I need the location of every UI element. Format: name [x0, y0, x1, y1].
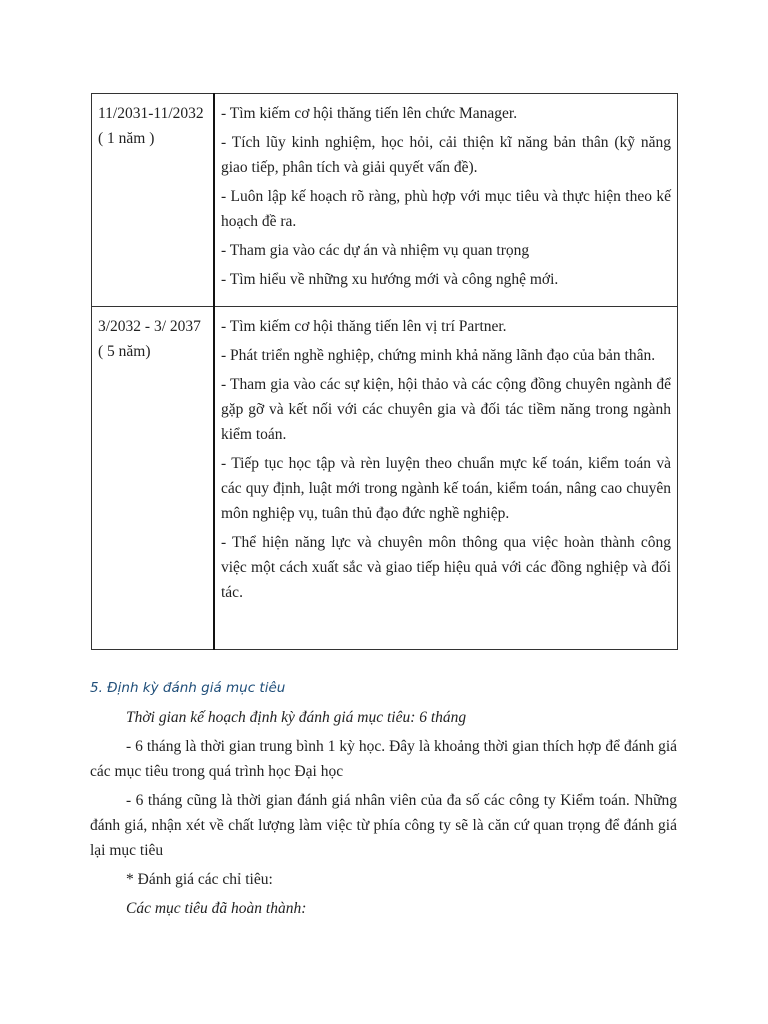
goals-cell	[214, 94, 678, 307]
review-period-statement: Thời gian kế hoạch định kỳ đánh giá mục tiêu: 6 tháng	[126, 709, 467, 726]
criteria-heading: * Đánh giá các chỉ tiêu:	[126, 871, 273, 888]
paragraph: - 6 tháng cũng là thời gian đánh giá nhân viên của đa số các công ty Kiểm toán. Những đánh giá, nhận xét về chất lượng làm việc từ phía công ty sẽ là căn cứ quan trọng để đánh giá lại mục tiêu	[90, 792, 677, 859]
period-cell: 3/2032 - 3/ 2037 ( 5 năm)	[92, 307, 215, 650]
goal-item: - Tham gia vào các sự kiện, hội thảo và các cộng đồng chuyên ngành để gặp gỡ và kết nối với các chuyên gia và đối tác tiềm năng trong ngành kiểm toán.	[221, 376, 671, 443]
period-cell: 11/2031-11/2032 ( 1 năm )	[92, 94, 215, 307]
section-body	[90, 705, 677, 925]
goals-cell	[214, 307, 678, 650]
career-plan-table	[91, 93, 678, 650]
completed-goals-heading: Các mục tiêu đã hoàn thành:	[126, 900, 307, 917]
paragraph: - 6 tháng là thời gian trung bình 1 kỳ học. Đây là khoảng thời gian thích hợp để đánh giá các mục tiêu trong quá trình học Đại học	[90, 738, 677, 780]
goal-item: - Tích lũy kinh nghiệm, học hỏi, cải thiện kĩ năng bản thân (kỹ năng giao tiếp, phân tích và giải quyết vấn đề).	[221, 134, 671, 176]
goal-item: - Tiếp tục học tập và rèn luyện theo chuẩn mực kế toán, kiểm toán và các quy định, luật mới trong ngành kế toán, kiểm toán, nâng cao chuyên môn nghiệp vụ, tuân thủ đạo đức nghề nghiệp.	[221, 455, 671, 522]
section-heading: 5. Định kỳ đánh giá mục tiêu	[90, 680, 286, 696]
goal-item: - Tham gia vào các dự án và nhiệm vụ quan trọng	[221, 242, 530, 259]
goal-item: - Tìm hiểu về những xu hướng mới và công nghệ mới.	[221, 271, 559, 288]
goal-item: - Phát triển nghề nghiệp, chứng minh khả năng lãnh đạo của bản thân.	[221, 347, 656, 364]
goal-item: - Luôn lập kế hoạch rõ ràng, phù hợp với mục tiêu và thực hiện theo kế hoạch đề ra.	[221, 188, 671, 230]
goal-item: - Tìm kiếm cơ hội thăng tiến lên vị trí Partner.	[221, 318, 507, 335]
goal-item: - Tìm kiếm cơ hội thăng tiến lên chức Manager.	[221, 105, 518, 122]
table-row	[92, 307, 678, 650]
goal-item: - Thể hiện năng lực và chuyên môn thông qua việc hoàn thành công việc một cách xuất sắc và giao tiếp hiệu quả với các đồng nghiệp và đối tác.	[221, 534, 671, 601]
table-row	[92, 94, 678, 307]
